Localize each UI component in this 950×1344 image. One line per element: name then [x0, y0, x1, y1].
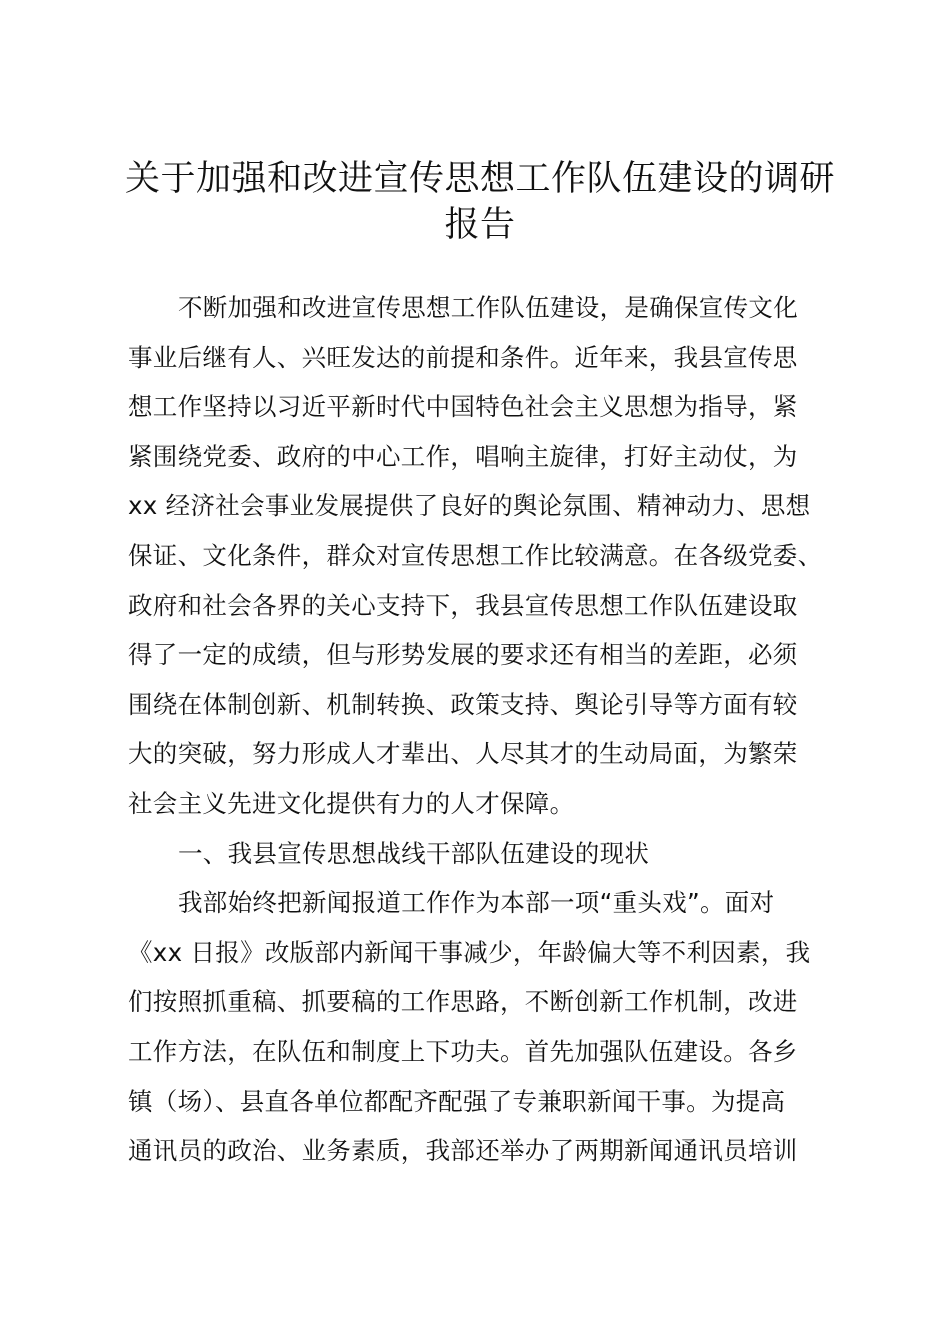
section-heading: 一、我县宣传思想战线干部队伍建设的现状 [178, 838, 650, 868]
paragraph-line: 不断加强和改进宣传思想工作队伍建设，是确保宣传文化 [178, 293, 798, 322]
paragraph-line: 们按照抓重稿、抓要稿的工作思路，不断创新工作机制，改进 [128, 987, 798, 1017]
paragraph-line: 我部始终把新闻报道工作作为本部一项“重头戏”。面对 [178, 888, 775, 918]
document-body [128, 283, 848, 1176]
paragraph-line: 事业后继有人、兴旺发达的前提和条件。近年来，我县宣传思 [128, 342, 798, 372]
paragraph-line: 社会主义先进文化提供有力的人才保障。 [128, 788, 575, 818]
title-line-2: 报告 [444, 205, 516, 245]
paragraph-line: xx 经济社会事业发展提供了良好的舆论氛围、精神动力、思想 [128, 491, 811, 521]
paragraph-line: 《xx 日报》改版部内新闻干事减少，年龄偏大等不利因素，我 [128, 937, 811, 967]
paragraph-line: 紧围绕党委、政府的中心工作，唱响主旋律，打好主动仗，为 [128, 441, 798, 471]
paragraph-line: 政府和社会各界的关心支持下，我县宣传思想工作队伍建设取 [128, 590, 798, 620]
paragraph-line: 保证、文化条件，群众对宣传思想工作比较满意。在各级党委、 [128, 540, 823, 570]
paragraph-line: 围绕在体制创新、机制转换、政策支持、舆论引导等方面有较 [128, 689, 798, 719]
paragraph-line: 工作方法，在队伍和制度上下功夫。首先加强队伍建设。各乡 [128, 1036, 798, 1066]
paragraph-line: 通讯员的政治、业务素质，我部还举办了两期新闻通讯员培训 [128, 1136, 798, 1166]
paragraph-line: 镇（场）、县直各单位都配齐配强了专兼职新闻干事。为提高 [128, 1086, 786, 1116]
title-line-1: 关于加强和改进宣传思想工作队伍建设的调研 [124, 159, 835, 199]
document-title [110, 156, 850, 248]
paragraph-line: 想工作坚持以习近平新时代中国特色社会主义思想为指导，紧 [128, 392, 798, 422]
paragraph-line: 大的突破，努力形成人才辈出、人尽其才的生动局面，为繁荣 [128, 739, 798, 769]
paragraph-line: 得了一定的成绩，但与形势发展的要求还有相当的差距，必须 [128, 640, 798, 670]
